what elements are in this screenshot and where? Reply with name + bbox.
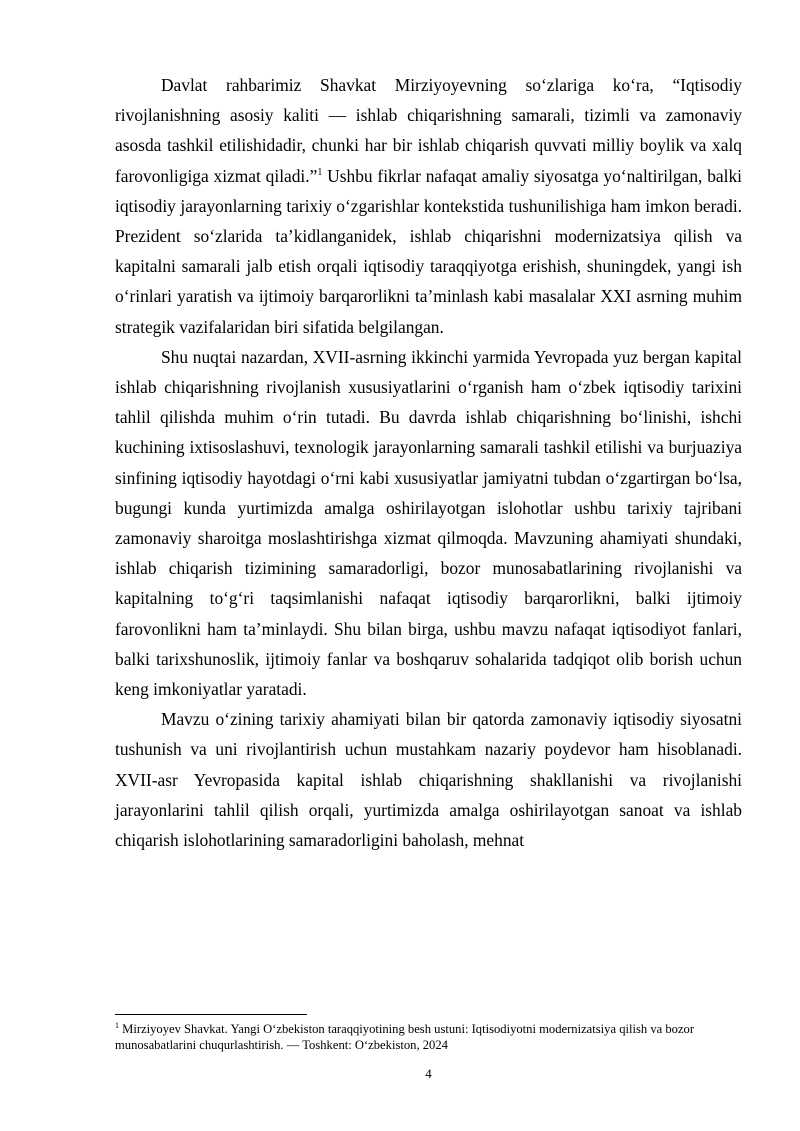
paragraph-1 [115, 70, 742, 342]
footnote-reference[interactable]: 1 [317, 166, 323, 178]
footnote-text: Mirziyoyev Shavkat. Yangi Oʻzbekiston taraqqiyotining besh ustuni: Iqtisodiyotni modernizatsiya qilish va bozor munosabatlarini chuqurlashtirish. — Toshkent: Oʻzbekiston, 2024 [115, 1022, 695, 1052]
footnote [115, 1022, 742, 1053]
footnote-marker: 1 [115, 1020, 119, 1030]
body-text [115, 70, 742, 855]
paragraph-1-text-after-footnote: Ushbu fikrlar nafaqat amaliy siyosatga yoʻnaltirilgan, balki iqtisodiy jarayonlarning tarixiy oʻzgarishlar kontekstida tushunilishiga ham imkon beradi. Prezident soʻzlarida taʼkidlanganidek, ishlab chiqarishni modernizatsiya qilish va kapitalni samarali jalb etish orqali iqtisodiy taraqqiyotga erishish, shuningdek, yangi ish oʻrinlari yaratish va ijtimoiy barqarorlikni taʼminlash kabi masalalar XXI asrning muhim strategik vazifalaridan biri sifatida belgilangan. [115, 165, 742, 337]
footnote-separator [115, 1014, 307, 1015]
page-number: 4 [425, 1066, 432, 1081]
paragraph-2: Shu nuqtai nazardan, XVII-asrning ikkinchi yarmida Yevropada yuz bergan kapital ishlab chiqarishning rivojlanish xususiyatlarini oʻrganish ham oʻzbek iqtisodiy tarixini tahlil qilishda muhim oʻrin tutadi. Bu davrda ishlab chiqarishning boʻlinishi, ishchi kuchining ixtisoslashuvi, texnologik jarayonlarning samarali tashkil etilishi va burjuaziya sinfining iqtisodiy hayotdagi oʻrni kabi xususiyatlar jamiyatni tubdan oʻzgartirgan boʻlsa, bugungi kunda yurtimizda amalga oshirilayotgan islohotlar ushbu tarixiy tajribani zamonaviy sharoitga moslashtirishga xizmat qilmoqda. Mavzuning ahamiyati shundaki, ishlab chiqarish tizimining samaradorligi, bozor munosabatlarining rivojlanishi va kapitalning toʻgʻri taqsimlanishi nafaqat iqtisodiy barqarorlikni, balki ijtimoiy farovonlikni ham taʼminlaydi. Shu bilan birga, ushbu mavzu nafaqat iqtisodiyot fanlari, balki tarixshunoslik, ijtimoiy fanlar va boshqaruv sohalarida tadqiqot olib borish uchun keng imkoniyatlar yaratadi. [115, 346, 742, 700]
paragraph-3: Mavzu oʻzining tarixiy ahamiyati bilan bir qatorda zamonaviy iqtisodiy siyosatni tushunish va uni rivojlantirish uchun mustahkam nazariy poydevor ham hisoblanadi. XVII-asr Yevropasida kapital ishlab chiqarishning shakllanishi va rivojlanishi jarayonlarini tahlil qilish orqali, yurtimizda amalga oshirilayotgan sanoat va ishlab chiqarish islohotlarining samaradorligini baholash, mehnat [115, 709, 742, 851]
paragraph-1-text-before-footnote: Davlat rahbarimiz Shavkat Mirziyoyevning soʻzlariga koʻra, “Iqtisodiy rivojlanishning asosiy kaliti — ishlab chiqarishning samarali, tizimli va zamonaviy asosda tashkil etilishidadir, chunki har bir ishlab chiqarish quvvati milliy boylik va xalq farovonligiga xizmat qiladi.” [115, 75, 742, 186]
